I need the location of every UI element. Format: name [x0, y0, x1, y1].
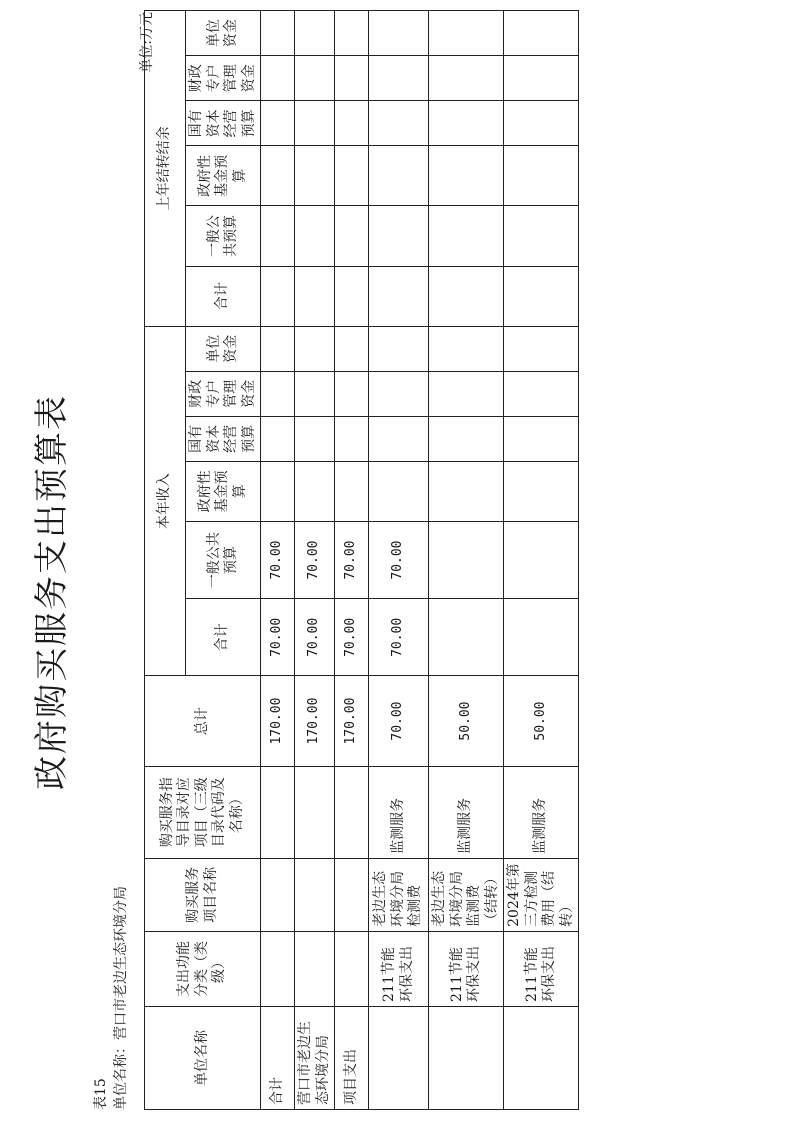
cell-co-state: [429, 101, 504, 146]
cell-co-general: [261, 206, 295, 266]
budget-table: [144, 10, 579, 1110]
cell-project: [261, 858, 295, 931]
cell-cur-state: [429, 416, 504, 461]
cell-total: 50.00: [504, 676, 579, 766]
cell-cur-state: [504, 416, 579, 461]
cell-co-fund: [261, 146, 295, 206]
cell-catalog: [295, 766, 335, 858]
cell-co-fund: [335, 146, 369, 206]
header-func-class: 支出功能分类（类级）: [145, 931, 261, 1006]
cell-catalog: [335, 766, 369, 858]
cell-co-unit: [295, 11, 335, 56]
cell-cur-state: [369, 416, 429, 461]
cell-func: [261, 931, 295, 1006]
cell-cur-heji: [504, 599, 579, 676]
cell-co-special: [429, 56, 504, 101]
cell-co-special: [504, 56, 579, 101]
header-co-heji: 合计: [186, 266, 261, 326]
cell-co-state: [261, 101, 295, 146]
cell-co-heji: [295, 266, 335, 326]
header-co-special: 财政专户管理资金: [186, 56, 261, 101]
cell-unit: [504, 1006, 579, 1109]
unit-measure: 单位:万元: [139, 12, 155, 73]
cell-co-unit: [335, 11, 369, 56]
cell-cur-unit: [369, 326, 429, 371]
cell-total: 170.00: [261, 676, 295, 766]
cell-project: [335, 858, 369, 931]
cell-co-state: [369, 101, 429, 146]
cell-total: 50.00: [429, 676, 504, 766]
cell-cur-state: [295, 416, 335, 461]
cell-co-unit: [261, 11, 295, 56]
cell-co-general: [429, 206, 504, 266]
cell-co-special: [335, 56, 369, 101]
cell-cur-unit: [295, 326, 335, 371]
cell-cur-special: [261, 371, 295, 416]
cell-co-fund: [504, 146, 579, 206]
header-co-fund: 政府性基金预算: [186, 146, 261, 206]
table-row: [504, 11, 579, 1110]
cell-co-heji: [261, 266, 295, 326]
cell-unit: 合计: [261, 1006, 295, 1109]
cell-cur-fund: [369, 461, 429, 521]
table-row: [429, 11, 504, 1110]
cell-cur-heji: [429, 599, 504, 676]
table-number: 表15: [93, 1078, 109, 1110]
cell-func: [335, 931, 369, 1006]
header-unit-name: 单位名称: [145, 1006, 261, 1109]
cell-co-fund: [429, 146, 504, 206]
cell-catalog: 监测服务: [429, 766, 504, 858]
cell-func: 211节能环保支出: [369, 931, 429, 1006]
cell-func: [295, 931, 335, 1006]
cell-co-unit: [369, 11, 429, 56]
page-title: 政府购买服务支出预算表: [32, 394, 72, 790]
cell-func: 211节能环保支出: [504, 931, 579, 1006]
header-project-name: 购买服务项目名称: [145, 858, 261, 931]
cell-co-general: [504, 206, 579, 266]
cell-catalog: [261, 766, 295, 858]
cell-cur-special: [504, 371, 579, 416]
header-cur-heji: 合计: [186, 599, 261, 676]
cell-project: [295, 858, 335, 931]
header-cur-unit: 单位资金: [186, 326, 261, 371]
cell-cur-heji: 70.00: [369, 599, 429, 676]
cell-unit: 项目支出: [335, 1006, 369, 1109]
header-carryover: 上年结转结余: [145, 11, 186, 327]
table-row: [369, 11, 429, 1110]
cell-cur-unit: [335, 326, 369, 371]
header-co-unit: 单位资金: [186, 11, 261, 56]
cell-func: 211节能环保支出: [429, 931, 504, 1006]
cell-co-unit: [504, 11, 579, 56]
cell-total: 170.00: [335, 676, 369, 766]
cell-unit: [369, 1006, 429, 1109]
cell-unit: [429, 1006, 504, 1109]
cell-project: 老边生态环境分局检测费: [369, 858, 429, 931]
cell-catalog: 监测服务: [504, 766, 579, 858]
cell-cur-state: [261, 416, 295, 461]
cell-project: 老边生态环境分局监测费（结转）: [429, 858, 504, 931]
table-row: [261, 11, 295, 1110]
header-cur-special: 财政专户管理资金: [186, 371, 261, 416]
cell-cur-general: [429, 521, 504, 598]
cell-co-heji: [504, 266, 579, 326]
cell-project: 2024年第三方检测费用（结转）: [504, 858, 579, 931]
cell-cur-fund: [261, 461, 295, 521]
cell-unit: 营口市老边生态环境分局: [295, 1006, 335, 1109]
unit-name-line: 单位名称：营口市老边生态环境分局: [113, 886, 129, 1110]
cell-co-state: [295, 101, 335, 146]
cell-co-special: [261, 56, 295, 101]
cell-cur-special: [429, 371, 504, 416]
cell-co-heji: [369, 266, 429, 326]
table-row: [295, 11, 335, 1110]
header-row-top: [145, 11, 186, 1110]
header-co-general: 一般公共预算: [186, 206, 261, 266]
header-cur-general: 一般公共预算: [186, 521, 261, 598]
cell-cur-heji: 70.00: [261, 599, 295, 676]
cell-co-general: [335, 206, 369, 266]
table-row: [335, 11, 369, 1110]
cell-cur-special: [295, 371, 335, 416]
cell-co-general: [369, 206, 429, 266]
header-cur-fund: 政府性基金预算: [186, 461, 261, 521]
cell-co-special: [295, 56, 335, 101]
cell-cur-general: 70.00: [295, 521, 335, 598]
cell-cur-general: 70.00: [335, 521, 369, 598]
cell-co-special: [369, 56, 429, 101]
cell-cur-general: 70.00: [369, 521, 429, 598]
cell-cur-heji: 70.00: [335, 599, 369, 676]
header-cur-state: 国有资本经营预算: [186, 416, 261, 461]
cell-catalog: 监测服务: [369, 766, 429, 858]
cell-cur-special: [369, 371, 429, 416]
header-current-income: 本年收入: [145, 326, 186, 676]
cell-co-heji: [335, 266, 369, 326]
cell-cur-unit: [429, 326, 504, 371]
cell-cur-special: [335, 371, 369, 416]
cell-cur-unit: [504, 326, 579, 371]
cell-cur-fund: [295, 461, 335, 521]
cell-total: 170.00: [295, 676, 335, 766]
cell-co-heji: [429, 266, 504, 326]
cell-co-general: [295, 206, 335, 266]
cell-cur-fund: [335, 461, 369, 521]
cell-cur-fund: [504, 461, 579, 521]
header-total: 总计: [145, 676, 261, 766]
cell-co-fund: [295, 146, 335, 206]
cell-cur-unit: [261, 326, 295, 371]
cell-total: 70.00: [369, 676, 429, 766]
cell-cur-general: 70.00: [261, 521, 295, 598]
cell-cur-general: [504, 521, 579, 598]
cell-cur-state: [335, 416, 369, 461]
cell-cur-fund: [429, 461, 504, 521]
cell-cur-heji: 70.00: [295, 599, 335, 676]
header-catalog: 购买服务指导目录对应项目（三级目录代码及名称）: [145, 766, 261, 858]
cell-co-unit: [429, 11, 504, 56]
header-co-state: 国有资本经营预算: [186, 101, 261, 146]
cell-co-fund: [369, 146, 429, 206]
cell-co-state: [335, 101, 369, 146]
cell-co-state: [504, 101, 579, 146]
